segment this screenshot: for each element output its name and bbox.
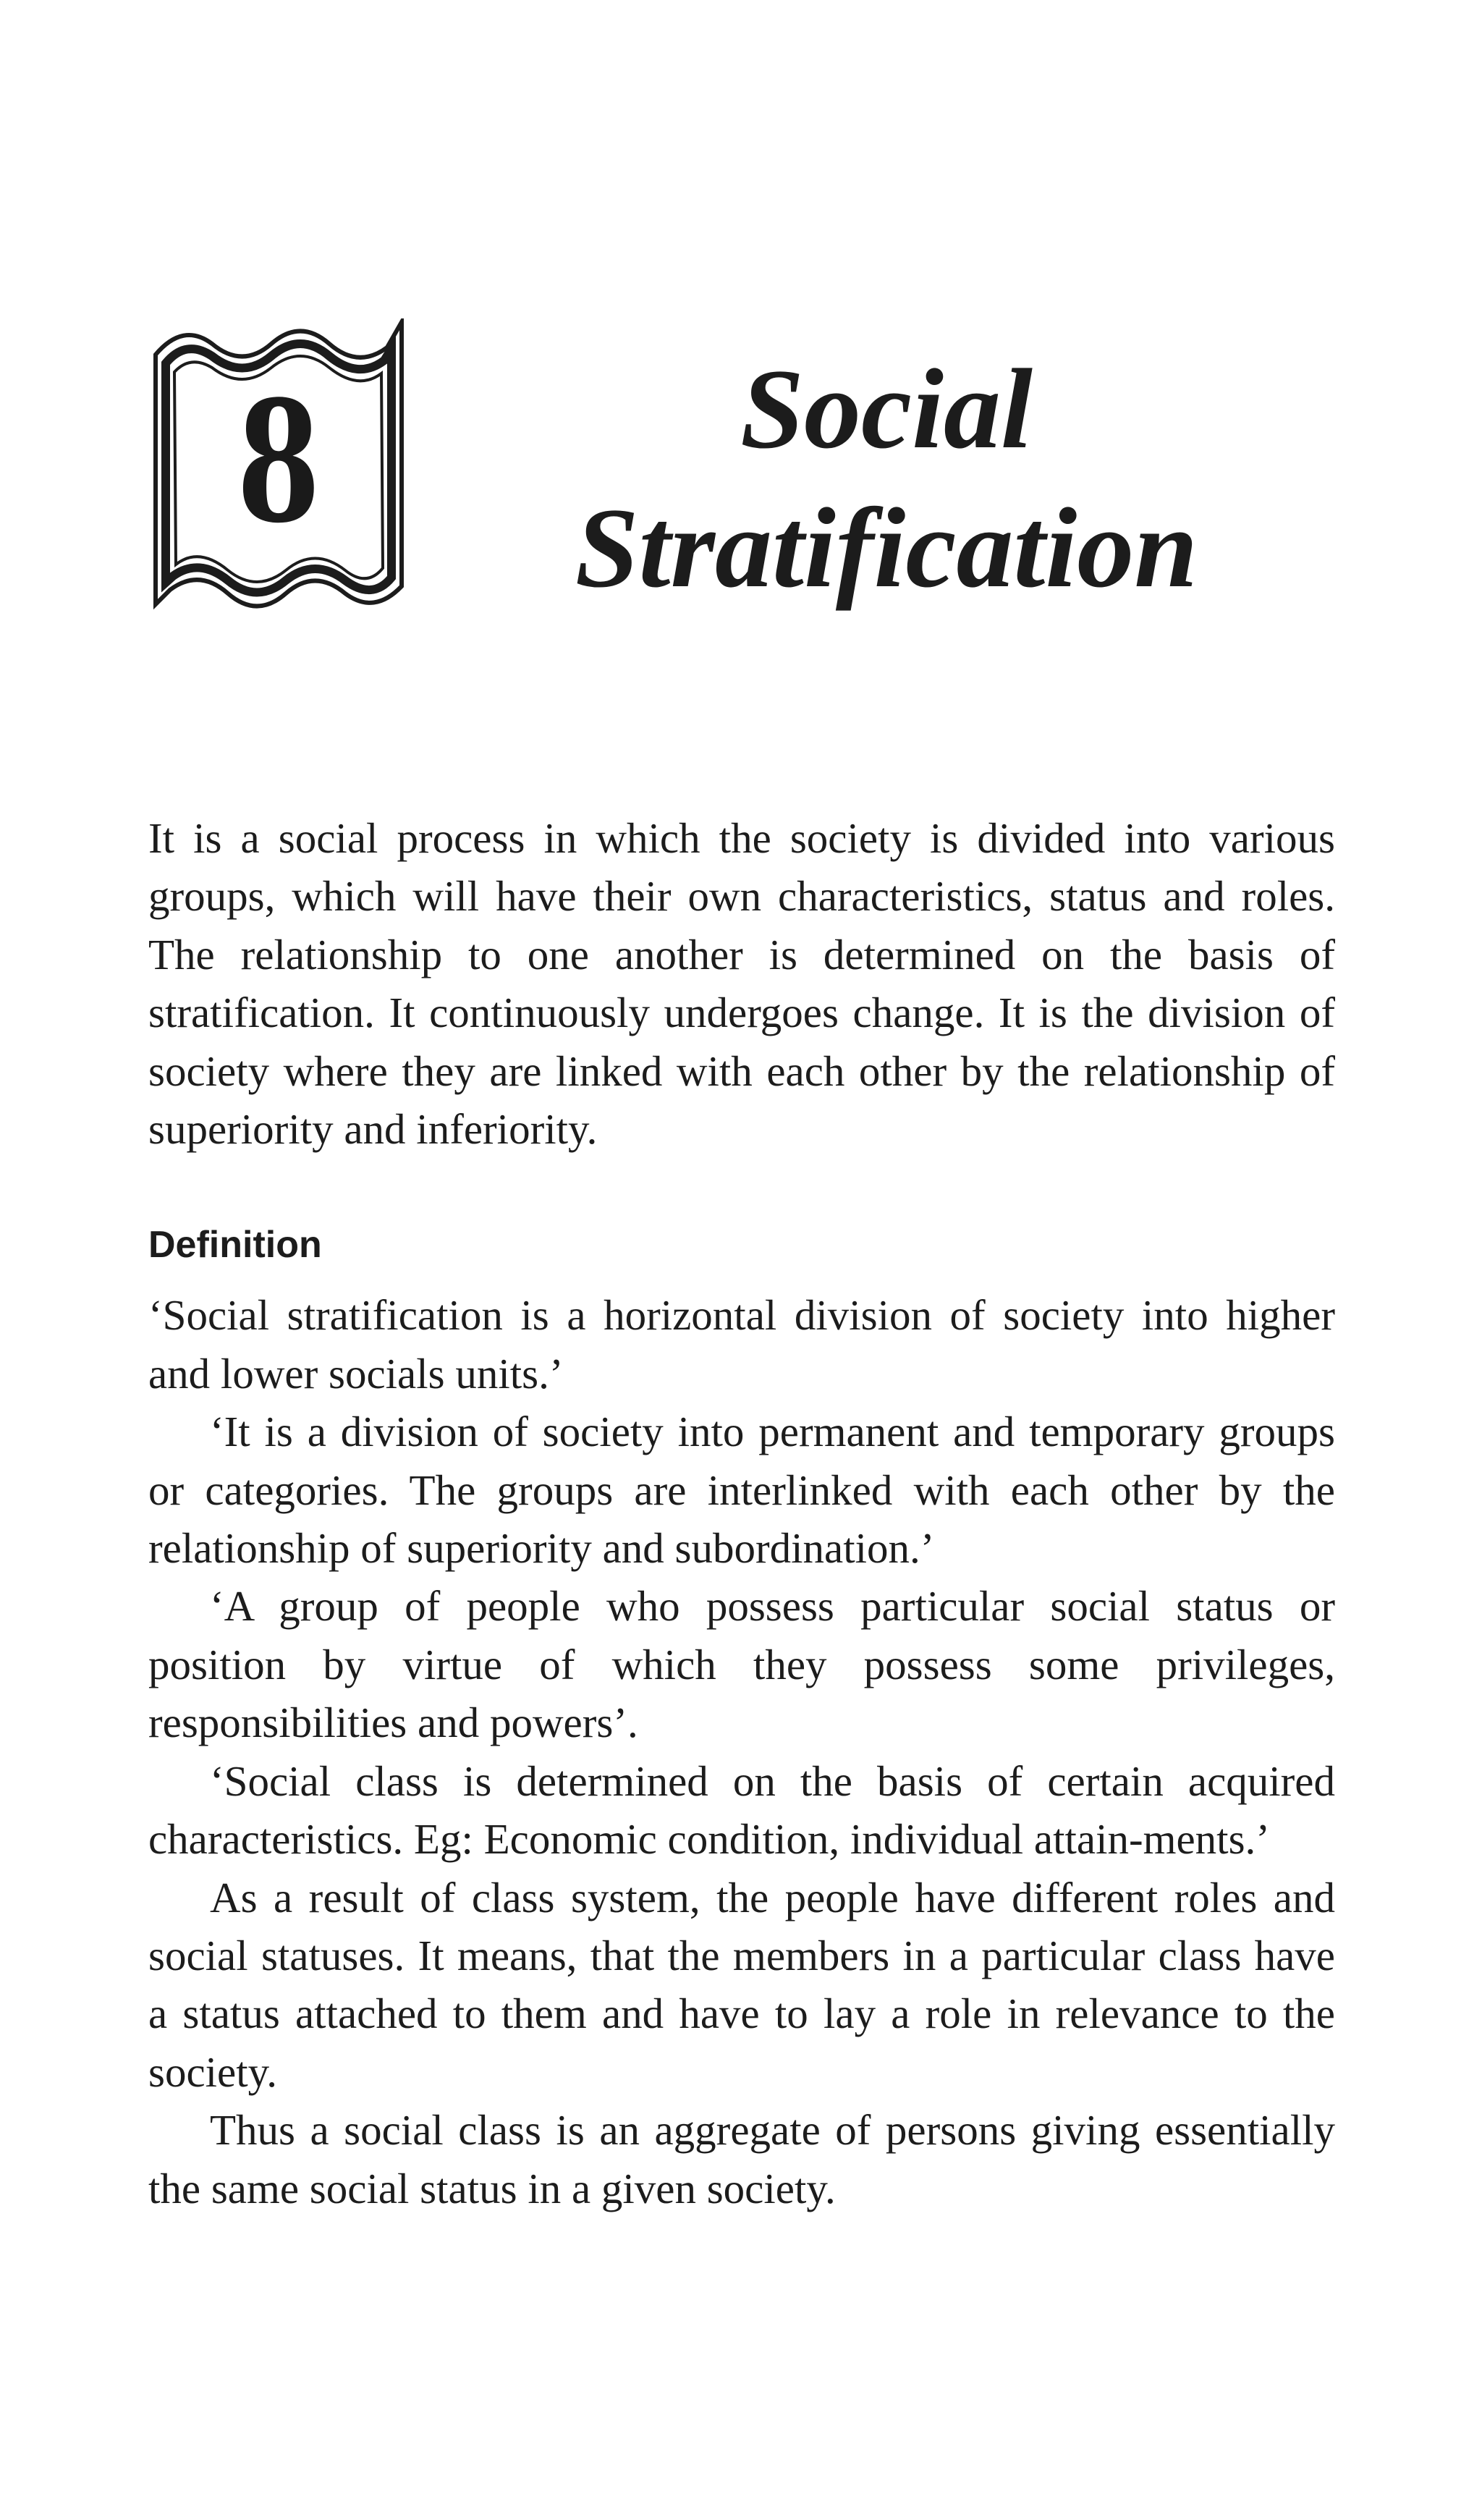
- definition-paragraph-4: ‘Social class is determined on the basis of certain acquired characteristics. Eg: Economic condition, individual attain-ments.’: [148, 1756, 1335, 1864]
- chapter-number-badge: [148, 318, 409, 615]
- chapter-title: [507, 340, 1266, 618]
- chapter-body: [148, 809, 1335, 2217]
- intro-paragraph: It is a social process in which the society is divided into various groups, which will have their own characteristics, status and roles. The relationship to one another is determined on the basis of stratification. It continuously undergoes change. It is the division of society where they are linked with each other by the relationship of superiority and inferiority.: [148, 814, 1335, 1154]
- definition-paragraph-3: ‘A group of people who possess particular social status or position by virtue of which they possess some privileges, responsibilities and powers’.: [148, 1582, 1335, 1747]
- definition-paragraph-5: As a result of class system, the people have different roles and social statuses. It means, that the members in a particular class have a status attached to them and have to lay a role in relevance to the society.: [148, 1873, 1335, 2096]
- definition-paragraph-6: Thus a social class is an aggregate of persons giving essentially the same social status in a given society.: [148, 2106, 1335, 2212]
- definition-paragraph-2: ‘It is a division of society into permanent and temporary groups or categories. The groups are interlinked with each other by the relationship of superiority and subordination.’: [148, 1408, 1335, 1573]
- chapter-title-line-2: Stratification: [575, 485, 1198, 612]
- definition-heading: Definition: [148, 1224, 322, 1267]
- definition-paragraph-1: ‘Social stratification is a horizontal division of society into higher and lower socials units.’: [148, 1291, 1335, 1398]
- chapter-title-line-1: Social: [740, 346, 1033, 473]
- chapter-number: 8: [237, 365, 321, 560]
